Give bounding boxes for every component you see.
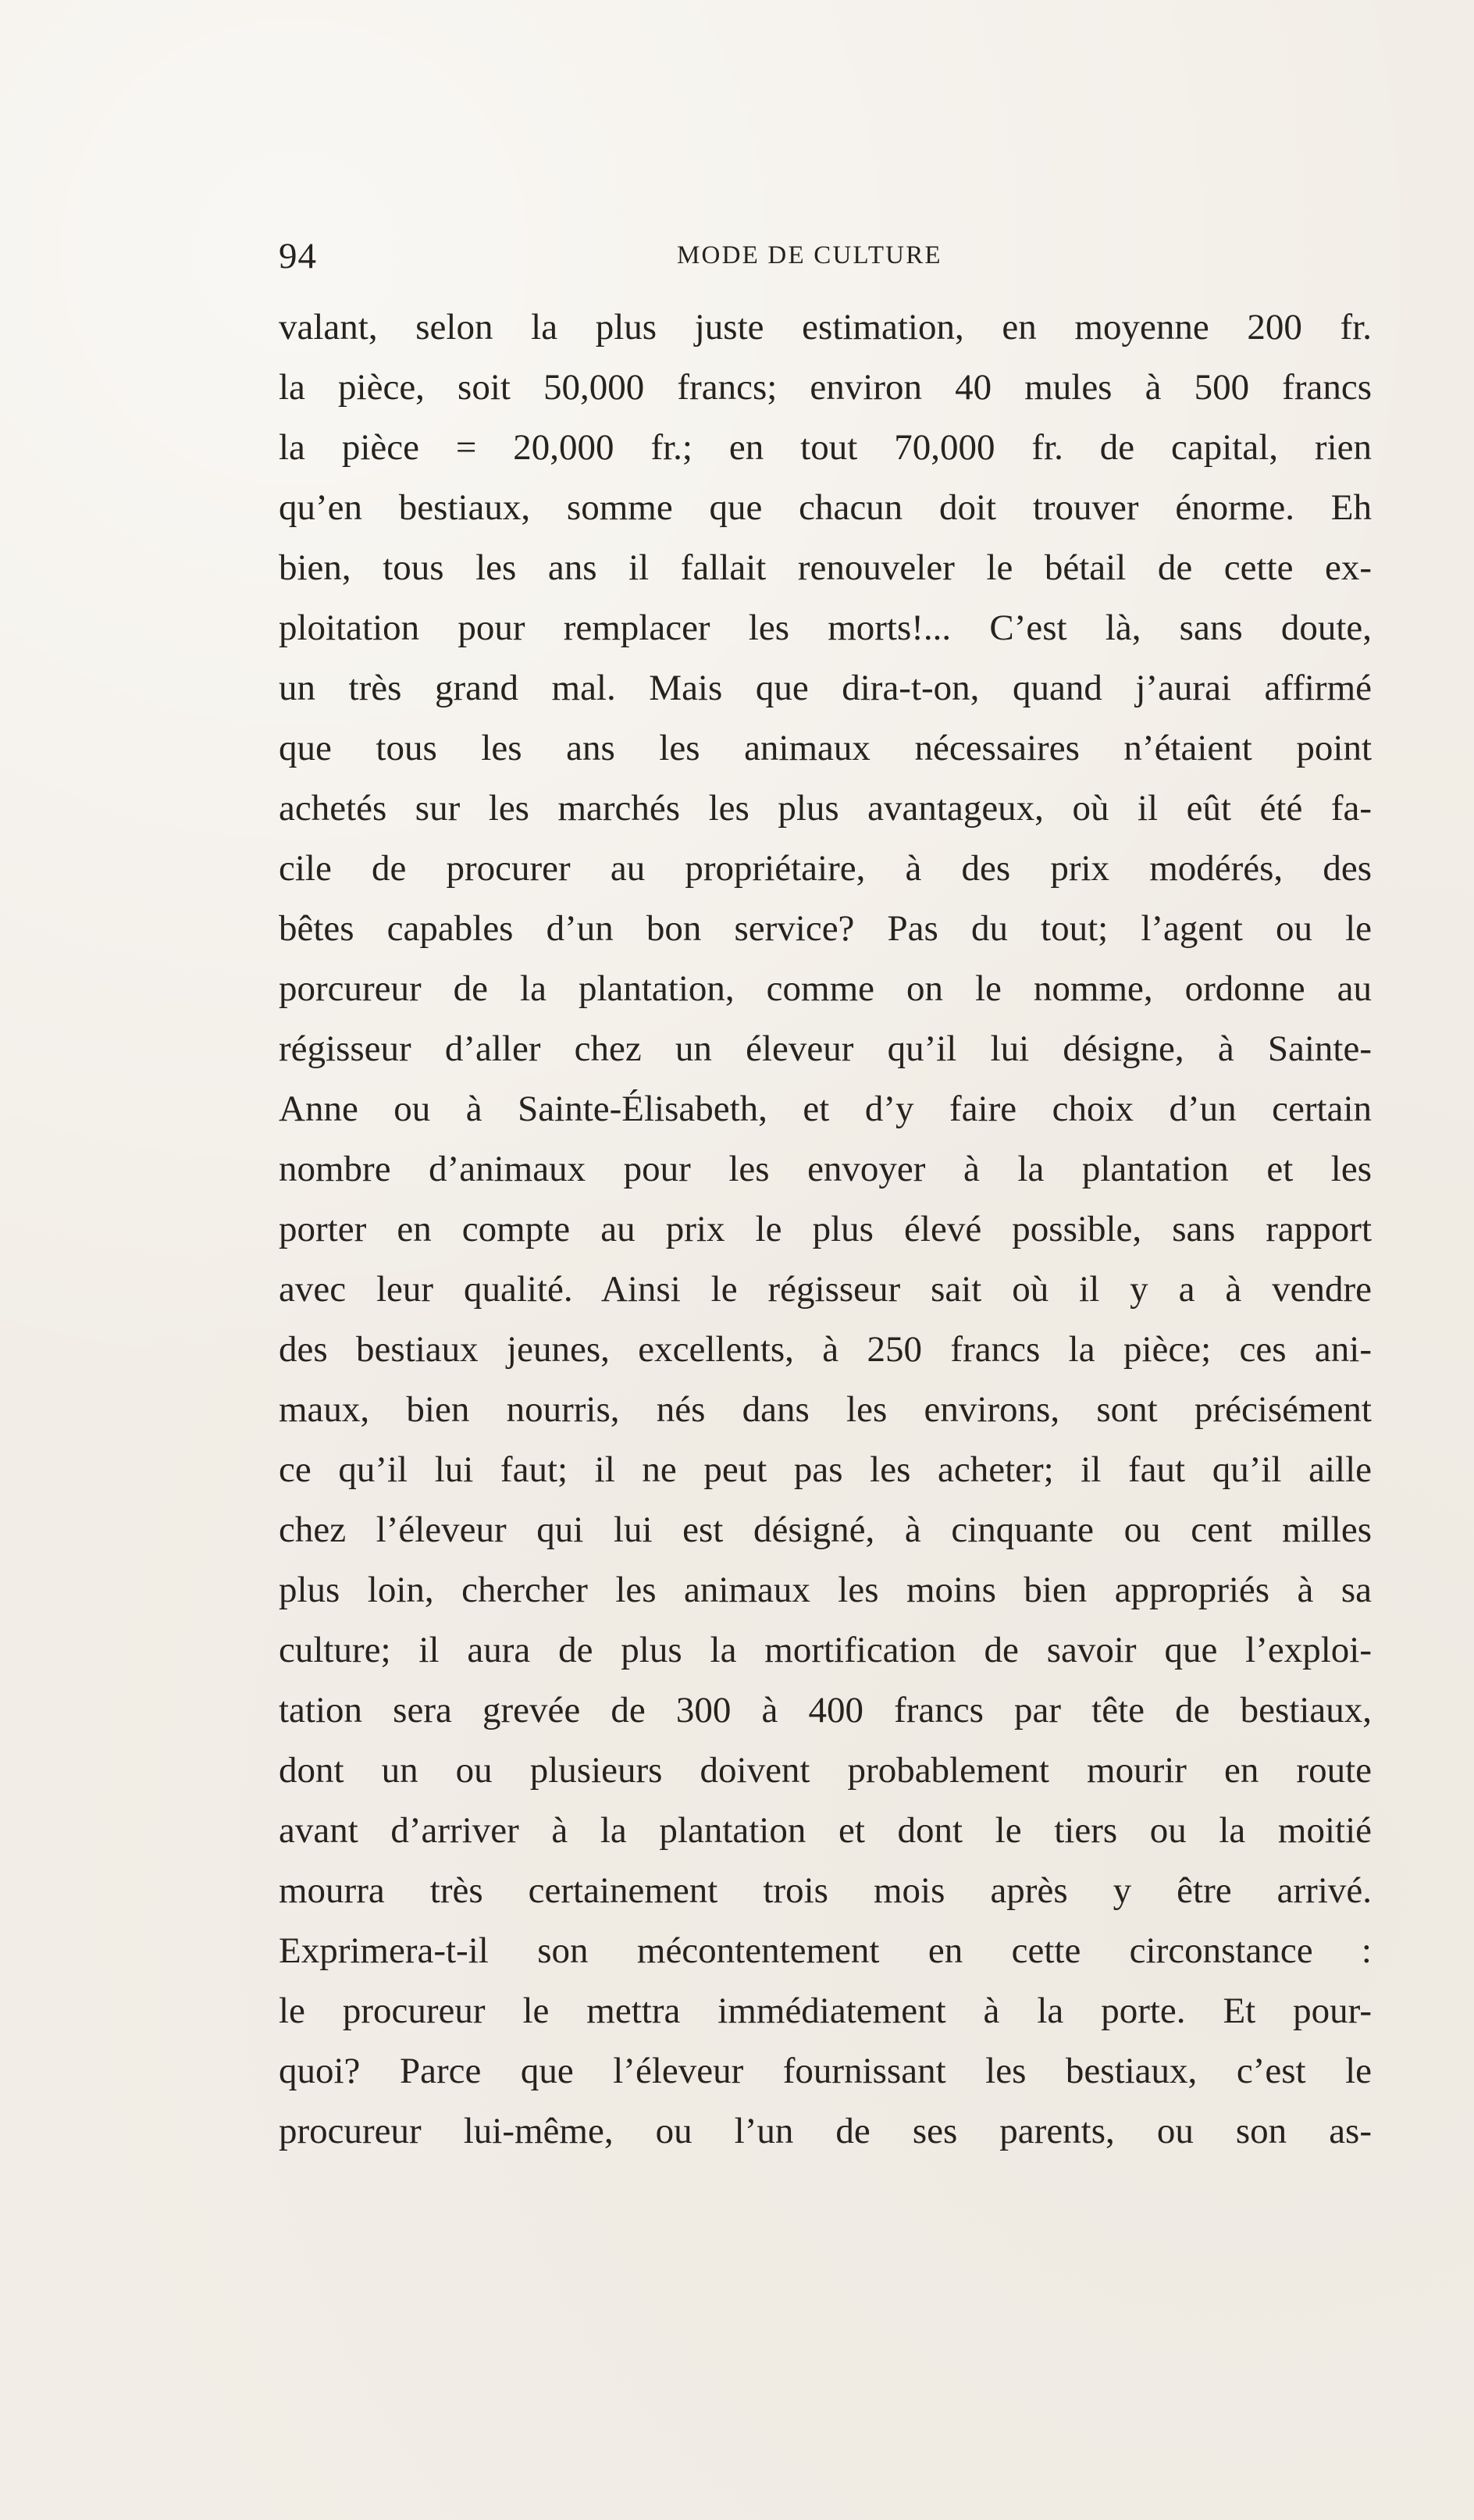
text-line-15: nombre d’animaux pour les envoyer à la plantation et les bbox=[279, 1149, 1372, 1189]
text-line-21: chez l’éleveur qui lui est désigné, à cinquante ou cent milles bbox=[279, 1510, 1372, 1550]
text-line-2: la pièce, soit 50,000 francs; environ 40 mules à 500 francs bbox=[279, 367, 1372, 408]
text-line-5: bien, tous les ans il fallait renouveler le bétail de cette ex- bbox=[279, 547, 1372, 588]
text-line-16: porter en compte au prix le plus élevé possible, sans rapport bbox=[279, 1209, 1372, 1249]
text-line-4: qu’en bestiaux, somme que chacun doit trouver énorme. Eh bbox=[279, 487, 1372, 528]
text-line-25: dont un ou plusieurs doivent probablement mourir en route bbox=[279, 1750, 1372, 1791]
text-line-12: porcureur de la plantation, comme on le nomme, ordonne au bbox=[279, 968, 1372, 1009]
text-line-29: le procureur le mettra immédiatement à la porte. Et pour- bbox=[279, 1991, 1372, 2031]
text-line-14: Anne ou à Sainte-Élisabeth, et d’y faire choix d’un certain bbox=[279, 1089, 1372, 1129]
text-line-10: cile de procurer au propriétaire, à des prix modérés, des bbox=[279, 848, 1372, 889]
running-head bbox=[279, 237, 1364, 276]
text-line-11: bêtes capables d’un bon service? Pas du tout; l’agent ou le bbox=[279, 908, 1372, 949]
text-line-26: avant d’arriver à la plantation et dont le tiers ou la moitié bbox=[279, 1810, 1372, 1851]
text-line-8: que tous les ans les animaux nécessaires n’étaient point bbox=[279, 728, 1372, 768]
text-line-9: achetés sur les marchés les plus avantageux, où il eût été fa- bbox=[279, 788, 1372, 829]
text-line-17: avec leur qualité. Ainsi le régisseur sait où il y a à vendre bbox=[279, 1269, 1372, 1310]
text-line-24: tation sera grevée de 300 à 400 francs par tête de bestiaux, bbox=[279, 1690, 1372, 1730]
text-line-18: des bestiaux jeunes, excellents, à 250 francs la pièce; ces ani- bbox=[279, 1329, 1372, 1370]
text-line-20: ce qu’il lui faut; il ne peut pas les acheter; il faut qu’il aille bbox=[279, 1449, 1372, 1490]
text-line-27: mourra très certainement trois mois après y être arrivé. bbox=[279, 1870, 1372, 1911]
text-line-3: la pièce = 20,000 fr.; en tout 70,000 fr. de capital, rien bbox=[279, 427, 1372, 468]
text-line-23: culture; il aura de plus la mortification de savoir que l’exploi- bbox=[279, 1630, 1372, 1670]
body-text bbox=[279, 303, 1372, 2193]
text-line-1: valant, selon la plus juste estimation, en moyenne 200 fr. bbox=[279, 307, 1372, 348]
page-number: 94 bbox=[279, 236, 317, 276]
text-line-22: plus loin, chercher les animaux les moins bien appropriés à sa bbox=[279, 1570, 1372, 1610]
text-line-19: maux, bien nourris, nés dans les environs, sont précisément bbox=[279, 1389, 1372, 1430]
text-line-6: ploitation pour remplacer les morts!... C’est là, sans doute, bbox=[279, 608, 1372, 648]
text-line-30: quoi? Parce que l’éleveur fournissant les bestiaux, c’est le bbox=[279, 2051, 1372, 2091]
text-line-7: un très grand mal. Mais que dira-t-on, quand j’aurai affirmé bbox=[279, 668, 1372, 708]
chapter-title: MODE DE CULTURE bbox=[677, 241, 942, 269]
text-line-31: procureur lui-même, ou l’un de ses parents, ou son as- bbox=[279, 2111, 1372, 2151]
text-line-13: régisseur d’aller chez un éleveur qu’il lui désigne, à Sainte- bbox=[279, 1028, 1372, 1069]
text-line-28: Exprimera-t-il son mécontentement en cette circonstance : bbox=[279, 1930, 1372, 1971]
